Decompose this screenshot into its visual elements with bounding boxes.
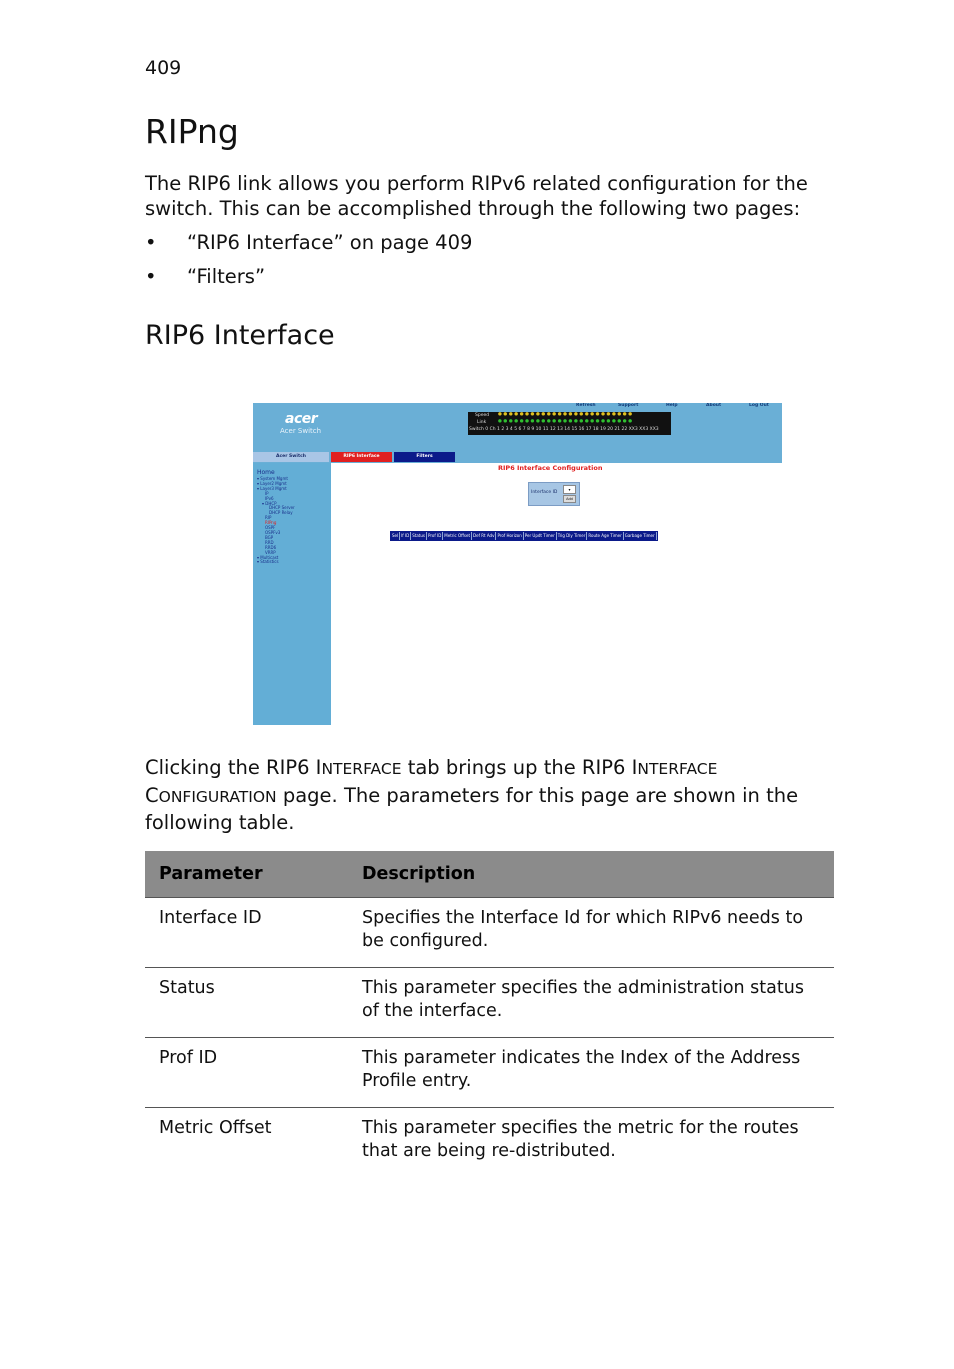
header-description: Description (348, 851, 834, 898)
help-link[interactable]: Help (666, 403, 678, 408)
interface-id-label: Interface ID (531, 490, 558, 495)
menu-ip[interactable]: IP (265, 490, 269, 496)
cell-parameter: Metric Offset (159, 1118, 272, 1138)
about-link[interactable]: About (706, 403, 722, 408)
col-metric-offset: Metric Offset (444, 533, 471, 538)
bullet-link-filters[interactable]: “Filters” (187, 265, 266, 288)
para-text: page. The parameters for this page are shown in the following table. (145, 783, 799, 834)
table-row (145, 968, 834, 1038)
logout-link[interactable]: Log Out (749, 403, 769, 408)
acer-logo: acer (285, 411, 318, 427)
col-route-age-timer: Route Age Timer (588, 533, 622, 538)
link-leds: ●●●●●●●●●●●●●●●●●●●●●●●●● (498, 419, 634, 424)
menu-multicast[interactable]: ▾ Multicast (257, 554, 279, 560)
content-title: RIP6 Interface Configuration (498, 464, 603, 472)
rip6-table-header (390, 531, 658, 541)
page-number: 409 (145, 57, 182, 79)
support-link[interactable]: Support (618, 403, 639, 408)
speed-leds: ●●●●●●●●●●●●●●●●●●●●●●●●● (498, 412, 634, 417)
para-text: C (145, 783, 159, 807)
col-per-updt-timer: Per Updt Timer (524, 533, 555, 538)
cell-parameter: Prof ID (145, 1038, 348, 1108)
sidebar-menu (257, 477, 295, 565)
bullet-marker: • (145, 231, 157, 254)
menu-ospf[interactable]: OSPF (265, 525, 276, 531)
header-bar (253, 403, 782, 451)
col-trig-dly-timer: Trig Dly Timer (557, 533, 586, 538)
port-status-panel (468, 412, 671, 435)
menu-home[interactable]: Home (257, 469, 275, 476)
col-prof-horizon: Prof Horizon (497, 533, 522, 538)
menu-ipv6[interactable]: IPv6 (265, 495, 274, 501)
page-title: RIPng (145, 112, 239, 151)
col-if-id: If ID (401, 533, 410, 538)
menu-dhcp[interactable]: ▾ DHCP (262, 500, 277, 506)
menu-rrd[interactable]: RRD (265, 539, 274, 545)
cell-description: This parameter indicates the Index of the Address Profile entry. (348, 1038, 834, 1108)
link-label: Link (477, 420, 487, 425)
bullet-list (145, 231, 472, 299)
cell-description: This parameter specifies the metric for the routes that are being re-distributed. (362, 1118, 799, 1161)
table-row (145, 898, 834, 968)
menu-dhcp-server[interactable]: DHCP Server (269, 505, 295, 511)
menu-vrrp[interactable]: VRRP (265, 549, 276, 555)
menu-bgp[interactable]: BGP (265, 534, 274, 540)
parameter-table (145, 851, 834, 1177)
bullet-marker: • (145, 265, 157, 288)
cell-description: This parameter specifies the administration status of the interface. (348, 968, 834, 1038)
col-def-rt-adv: Def Rt Adv (473, 533, 495, 538)
table-row (145, 1108, 834, 1178)
menu-dhcp-relay[interactable]: DHCP Relay (269, 510, 293, 516)
interface-id-form (528, 482, 580, 506)
para-text: Clicking the RIP6 I (145, 756, 322, 779)
logo-subtitle: Acer Switch (280, 427, 322, 435)
cell-parameter: Status (145, 968, 348, 1038)
bullet-item[interactable] (145, 265, 472, 299)
para-smallcaps: ONFIGURATION (158, 787, 277, 806)
refresh-link[interactable]: Refresh (576, 403, 596, 408)
col-status: Status (412, 533, 425, 538)
bullet-item[interactable] (145, 231, 472, 265)
speed-label: Speed (475, 413, 490, 418)
tab-rip6-interface[interactable]: RIP6 Interface (331, 452, 392, 462)
tab-bar (253, 451, 782, 463)
screenshot-rip6-interface (253, 403, 782, 725)
menu-layer3-mgmt[interactable]: ▾ Layer3 Mgmt (257, 485, 287, 491)
para-smallcaps: NTERFACE (637, 760, 718, 778)
header-parameter: Parameter (145, 851, 348, 898)
col-garbage-timer: Garbage Timer (624, 533, 655, 538)
intro-paragraph: The RIP6 link allows you perform RIPv6 related configuration for the switch. This can be accomplished through the following two pages: (145, 172, 808, 220)
table-row (145, 1038, 834, 1108)
para-smallcaps: NTERFACE (321, 760, 402, 778)
menu-layer2-mgmt[interactable]: ▾ Layer2 Mgmt (257, 480, 287, 486)
interface-id-select[interactable]: ▾ (563, 485, 576, 494)
tab-filters[interactable]: Filters (394, 452, 455, 462)
bullet-link-rip6-interface[interactable]: “RIP6 Interface” on page 409 (187, 231, 473, 254)
table-header-row (145, 851, 834, 898)
add-button[interactable]: Add (563, 495, 576, 503)
menu-system-mgmt[interactable]: ▾ System Mgmt (257, 476, 288, 481)
sidebar (253, 463, 331, 725)
tab-acer-switch[interactable]: Acer Switch (253, 452, 329, 462)
section-title: RIP6 Interface (145, 320, 335, 351)
col-prof-id: Prof ID (428, 533, 442, 538)
cell-parameter: Interface ID (145, 898, 348, 968)
menu-rrd6[interactable]: RRD6 (265, 544, 277, 550)
description-paragraph (145, 755, 835, 836)
menu-rip[interactable]: RIP (265, 515, 272, 521)
cell-description: Specifies the Interface Id for which RIPv6 needs to be configured. (348, 898, 834, 968)
menu-ripng[interactable]: RIPng (265, 520, 277, 526)
switch-port-numbers: Switch 0 Ch 1 2 3 4 5 6 7 8 9 10 11 12 13 14 15 16 17 18 19 20 21 22 XX3 XX3 XX3 (469, 427, 659, 432)
col-sel: Sel (392, 533, 399, 538)
menu-statistics[interactable]: ▾ Statistics (257, 559, 279, 565)
menu-ospfv3[interactable]: OSPFv3 (265, 529, 281, 535)
para-text: tab brings up the RIP6 I (401, 756, 638, 779)
